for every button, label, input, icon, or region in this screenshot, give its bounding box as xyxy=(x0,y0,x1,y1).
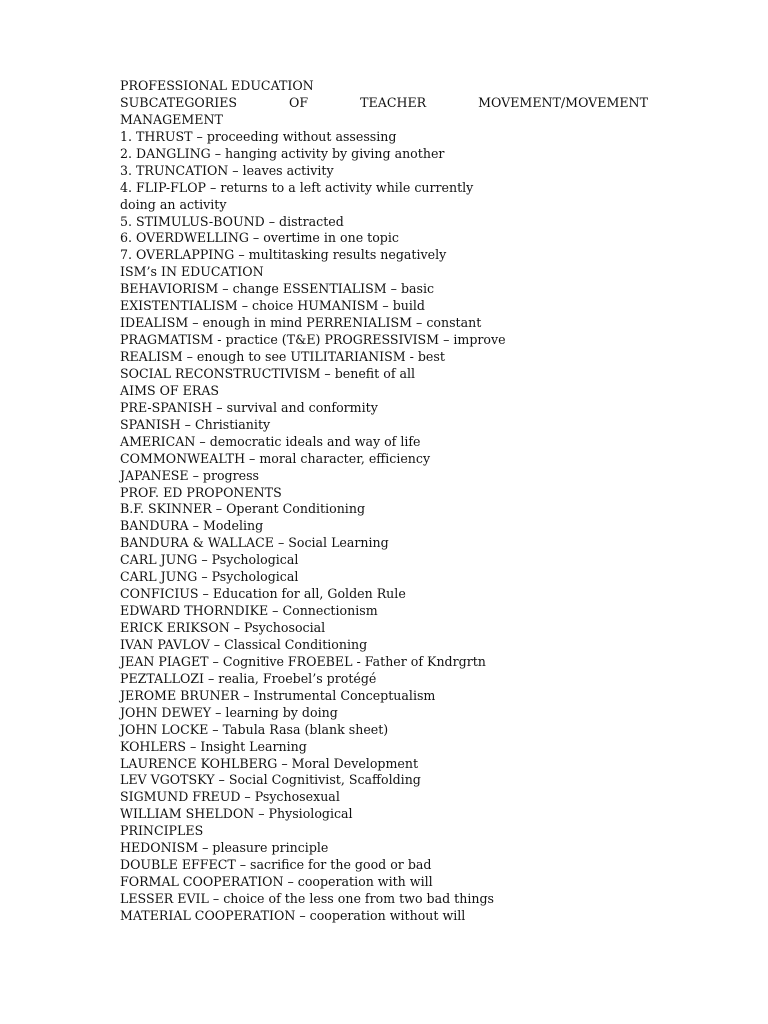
text-line: JOHN LOCKE – Tabula Rasa (blank sheet) xyxy=(120,721,389,737)
text-line: LEV VGOTSKY – Social Cognitivist, Scaffolding xyxy=(120,772,421,788)
text-line: PROF. ED PROPONENTS xyxy=(120,484,282,500)
document-title: PROFESSIONAL EDUCATION xyxy=(120,78,314,93)
text-line: SOCIAL RECONSTRUCTIVISM – benefit of all xyxy=(120,365,416,381)
text-line: CARL JUNG – Psychological xyxy=(120,552,299,568)
document-page xyxy=(120,78,648,925)
text-line: MATERIAL COOPERATION – cooperation without will xyxy=(120,907,466,923)
text-line: BANDURA – Modeling xyxy=(120,518,264,534)
text-line: ERICK ERIKSON – Psychosocial xyxy=(120,620,326,635)
text-line: 7. OVERLAPPING – multitasking results negatively xyxy=(120,247,447,263)
text-line: WILLIAM SHELDON – Physiological xyxy=(120,806,353,822)
text-line: JEAN PIAGET – Cognitive FROEBEL - Father of Kndrgrtn xyxy=(120,653,486,669)
text-line: EDWARD THORNDIKE – Connectionism xyxy=(120,603,378,619)
subcategories-heading xyxy=(120,95,648,112)
text-line: KOHLERS – Insight Learning xyxy=(120,738,307,754)
text-line: B.F. SKINNER – Operant Conditioning xyxy=(120,501,366,517)
text-line: FORMAL COOPERATION – cooperation with will xyxy=(120,874,433,890)
subcategories-heading-cont: MANAGEMENT xyxy=(120,111,223,127)
heading-word: SUBCATEGORIES xyxy=(120,94,238,110)
text-line: BANDURA & WALLACE – Social Learning xyxy=(120,535,389,551)
text-line: CONFICIUS – Education for all, Golden Rule xyxy=(120,586,406,602)
text-line: ISM’s IN EDUCATION xyxy=(120,264,264,280)
text-line: LESSER EVIL – choice of the less one from two bad things xyxy=(120,891,495,906)
text-line: JOHN DEWEY – learning by doing xyxy=(120,704,338,720)
text-line: LAURENCE KOHLBERG – Moral Development xyxy=(120,755,419,771)
text-line: 2. DANGLING – hanging activity by giving another xyxy=(120,145,445,161)
text-line: SIGMUND FREUD – Psychosexual xyxy=(120,789,340,805)
text-line: AIMS OF ERAS xyxy=(120,382,220,398)
text-line: doing an activity xyxy=(120,196,227,212)
text-line: AMERICAN – democratic ideals and way of life xyxy=(120,433,421,449)
document-body xyxy=(120,129,648,925)
text-line: COMMONWEALTH – moral character, efficiency xyxy=(120,450,431,466)
text-line: JEROME BRUNER – Instrumental Conceptualism xyxy=(120,687,436,703)
text-line: 6. OVERDWELLING – overtime in one topic xyxy=(120,230,399,246)
text-line: 3. TRUNCATION – leaves activity xyxy=(120,162,334,178)
text-line: DOUBLE EFFECT – sacrifice for the good or bad xyxy=(120,857,432,873)
text-line: 5. STIMULUS-BOUND – distracted xyxy=(120,213,344,229)
heading-word: TEACHER xyxy=(360,94,427,110)
text-line: IDEALISM – enough in mind PERRENIALISM – constant xyxy=(120,315,482,331)
text-line: PRINCIPLES xyxy=(120,823,204,839)
text-line: PRE-SPANISH – survival and conformity xyxy=(120,399,378,415)
text-line: JAPANESE – progress xyxy=(120,467,260,483)
text-line: HEDONISM – pleasure principle xyxy=(120,840,329,856)
text-line: IVAN PAVLOV – Classical Conditioning xyxy=(120,636,368,652)
text-line: PRAGMATISM - practice (T&E) PROGRESSIVISM – improve xyxy=(120,332,506,348)
text-line: SPANISH – Christianity xyxy=(120,416,271,432)
text-line: 4. FLIP-FLOP – returns to a left activity while currently xyxy=(120,179,474,195)
text-line: 1. THRUST – proceeding without assessing xyxy=(120,128,397,144)
text-line: REALISM – enough to see UTILITARIANISM - best xyxy=(120,349,445,364)
heading-word: OF xyxy=(289,94,309,110)
text-line: CARL JUNG – Psychological xyxy=(120,569,299,585)
text-line: EXISTENTIALISM – choice HUMANISM – build xyxy=(120,298,425,314)
text-line: PEZTALLOZI – realia, Froebel’s protégé xyxy=(120,670,377,686)
text-line: BEHAVIORISM – change ESSENTIALISM – basic xyxy=(120,281,435,297)
heading-word: MOVEMENT/MOVEMENT xyxy=(478,94,648,110)
